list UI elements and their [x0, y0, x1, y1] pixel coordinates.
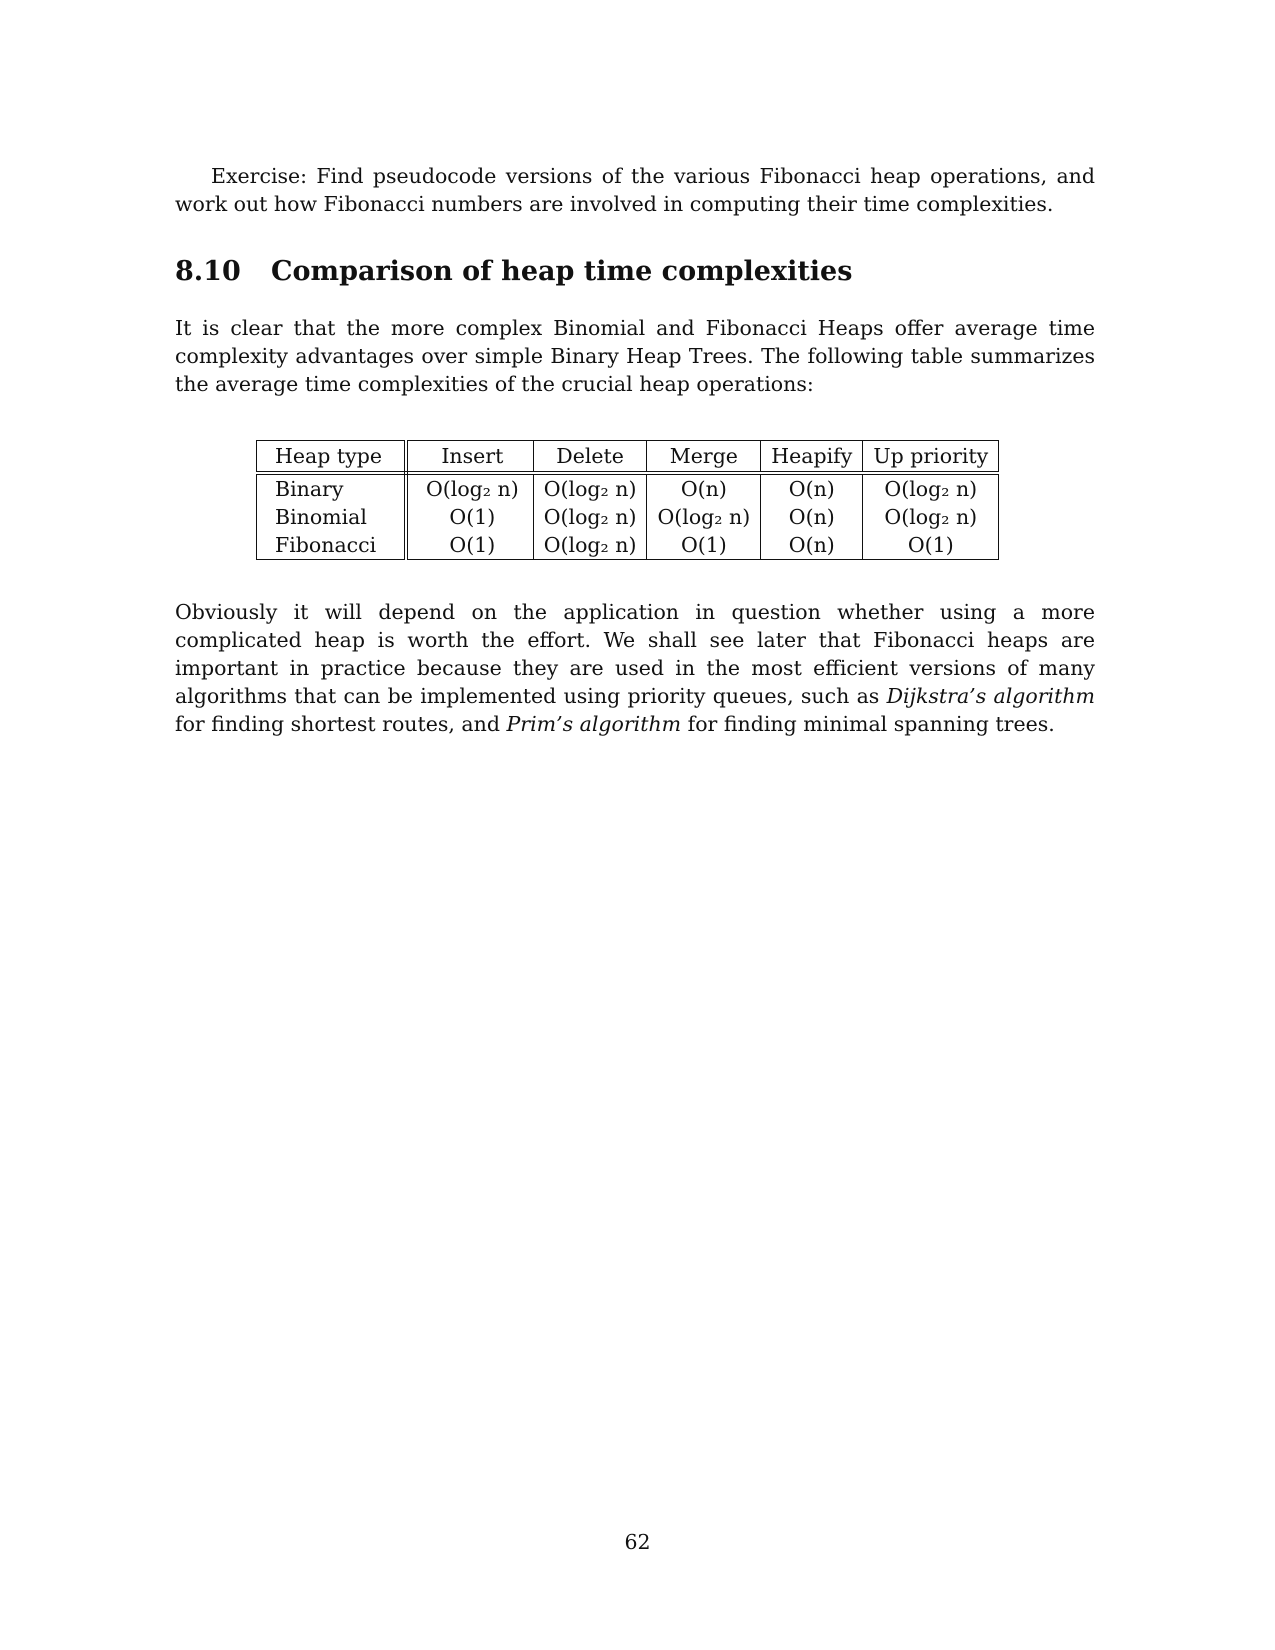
cell-merge: O(n) — [647, 473, 761, 503]
page-number: 62 — [624, 1530, 651, 1554]
conclusion-paragraph — [175, 598, 1095, 738]
dijkstra-algorithm-term: Dijkstra’s algorithm — [886, 684, 1095, 708]
row-heap-type: Binary — [257, 473, 406, 503]
cell-insert: O(1) — [406, 531, 533, 560]
cell-merge: O(log₂ n) — [647, 503, 761, 531]
intro-paragraph: It is clear that the more complex Binomial and Fibonacci Heaps offer average time complexity advantages over simple Binary Heap Trees. The following table summarizes the average time complexities of the crucial heap operations: — [175, 316, 1095, 396]
cell-delete: O(log₂ n) — [533, 531, 647, 560]
header-merge: Merge — [647, 441, 761, 474]
header-delete: Delete — [533, 441, 647, 474]
cell-heapify: O(n) — [761, 503, 863, 531]
cell-delete: O(log₂ n) — [533, 503, 647, 531]
section-title: Comparison of heap time complexities — [271, 256, 853, 287]
cell-heapify: O(n) — [761, 473, 863, 503]
section-number: 8.10 — [175, 256, 241, 287]
complexity-table — [256, 440, 999, 560]
table-row — [257, 531, 999, 560]
table-header-row — [257, 441, 999, 474]
header-up-priority: Up priority — [863, 441, 999, 474]
header-insert: Insert — [406, 441, 533, 474]
prim-algorithm-term: Prim’s algorithm — [506, 712, 682, 736]
conclusion-text-2: for finding shortest routes, and — [175, 712, 507, 736]
section-heading — [175, 256, 852, 287]
cell-insert: O(log₂ n) — [406, 473, 533, 503]
header-heap-type: Heap type — [257, 441, 406, 474]
cell-heapify: O(n) — [761, 531, 863, 560]
cell-insert: O(1) — [406, 503, 533, 531]
cell-merge: O(1) — [647, 531, 761, 560]
exercise-paragraph: Exercise: Find pseudocode versions of the various Fibonacci heap operations, and work out how Fibonacci numbers are involved in computing their time complexities. — [175, 164, 1095, 216]
table-row — [257, 473, 999, 503]
row-heap-type: Binomial — [257, 503, 406, 531]
cell-up-priority: O(1) — [863, 531, 999, 560]
cell-up-priority: O(log₂ n) — [863, 473, 999, 503]
header-heapify: Heapify — [761, 441, 863, 474]
row-heap-type: Fibonacci — [257, 531, 406, 560]
cell-delete: O(log₂ n) — [533, 473, 647, 503]
table-row — [257, 503, 999, 531]
cell-up-priority: O(log₂ n) — [863, 503, 999, 531]
conclusion-text-1: Obviously it will depend on the application in question whether using a more complicated heap is worth the effort. We shall see later that Fibonacci heaps are important in practice because they are used in the most efficient versions of many algorithms that can be implemented using priority queues, such as — [175, 600, 1095, 708]
conclusion-text-3: for finding minimal spanning trees. — [681, 712, 1055, 736]
